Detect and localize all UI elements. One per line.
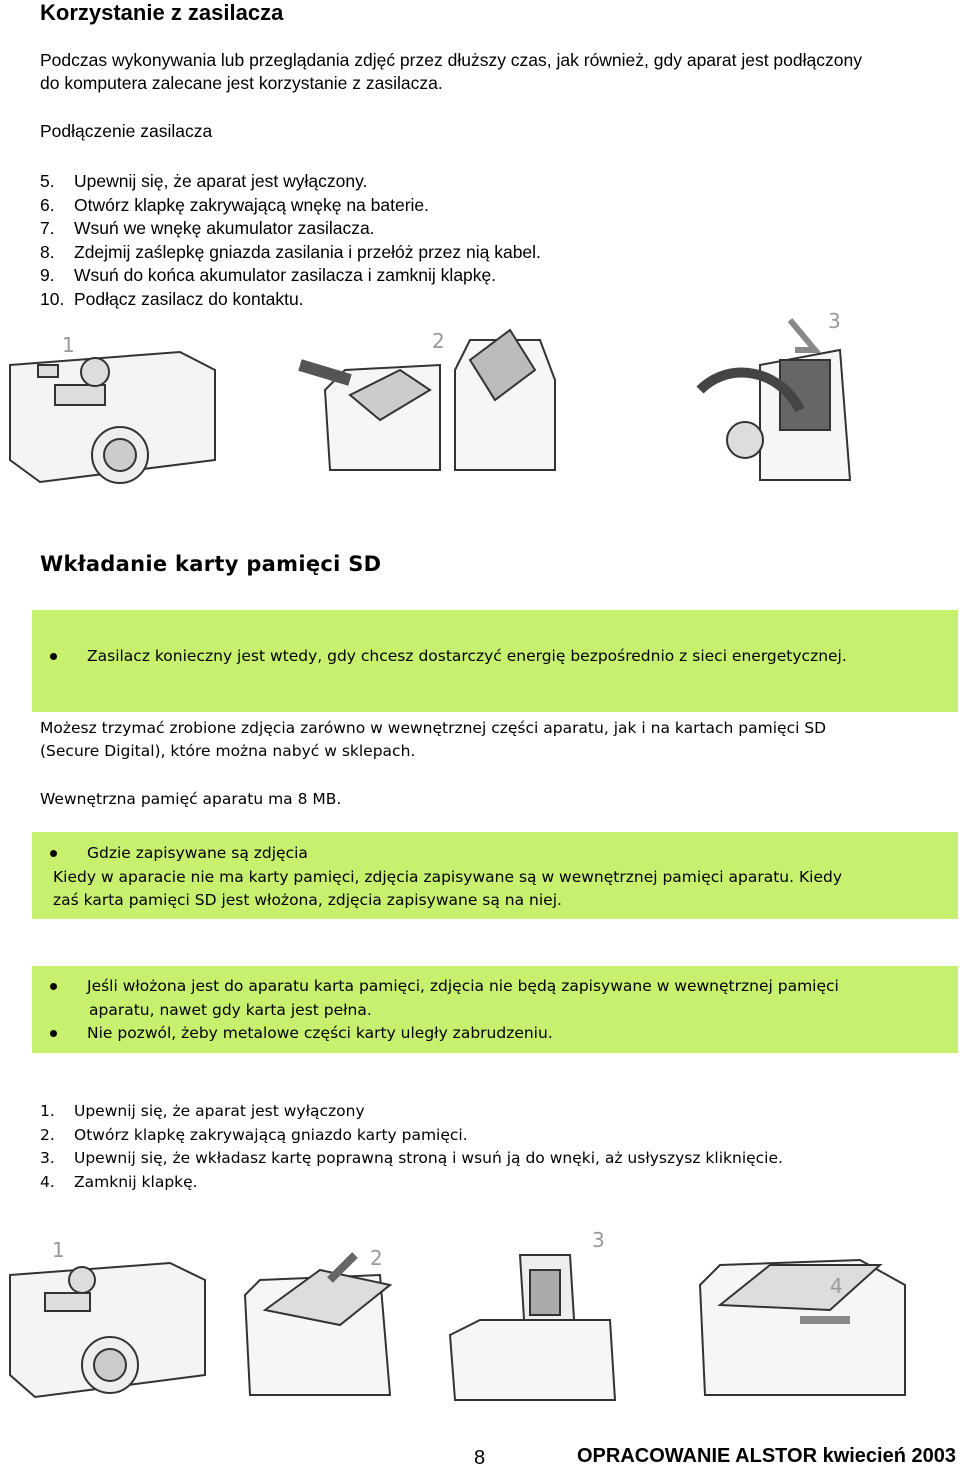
adapter-illustration bbox=[0, 310, 960, 490]
figure-label-3: 3 bbox=[828, 310, 841, 333]
note-box-adapter bbox=[32, 610, 958, 712]
bullet-icon bbox=[50, 1030, 57, 1037]
list-item: 10. Podłącz zasilacz do kontaktu. bbox=[40, 288, 304, 309]
list-item: Nie pozwól, żeby metalowe części karty uległy zabrudzeniu. bbox=[50, 1022, 553, 1045]
note-box-warnings bbox=[32, 966, 958, 1053]
bullet-icon bbox=[50, 850, 57, 857]
camera-front-illustration bbox=[10, 352, 215, 483]
list-item: Jeśli włożona jest do aparatu karta pamięci, zdjęcia nie będą zapisywane w wewnętrznej pamięci bbox=[50, 975, 839, 998]
sd-steps-list bbox=[40, 1100, 783, 1194]
sd-para-line-1: Możesz trzymać zrobione zdjęcia zarówno w wewnętrznej części aparatu, jak i na kartach pamięci SD bbox=[40, 719, 827, 737]
camera-front-illustration bbox=[10, 1263, 205, 1397]
figure-label-3: 3 bbox=[592, 1228, 605, 1252]
bullet-icon bbox=[50, 983, 57, 990]
list-item: 9. Wsuń do końca akumulator zasilacza i zamknij klapkę. bbox=[40, 265, 497, 285]
figure-label-1: 1 bbox=[52, 1238, 65, 1262]
list-item: 6. Otwórz klapkę zakrywającą wnękę na baterie. bbox=[40, 194, 430, 215]
list-item: 4. Zamknij klapkę. bbox=[40, 1172, 198, 1191]
list-item: 3. Upewnij się, że wkładasz kartę poprawną stroną i wsuń ją do wnęki, aż usłyszysz kliknięcie. bbox=[40, 1149, 783, 1167]
sd-card-insert-illustration bbox=[450, 1255, 615, 1400]
intro-line-1: Podczas wykonywania lub przeglądania zdjęć przez dłuższy czas, jak również, gdy aparat jest podłączony bbox=[40, 50, 862, 70]
internal-memory-text: Wewnętrzna pamięć aparatu ma 8 MB. bbox=[40, 790, 342, 808]
list-item: 1. Upewnij się, że aparat jest wyłączony bbox=[40, 1102, 365, 1120]
section-title-sd-card: Wkładanie karty pamięci SD bbox=[40, 552, 382, 576]
adapter-steps-list bbox=[40, 170, 541, 311]
section-title-power-adapter: Korzystanie z zasilacza bbox=[40, 0, 284, 25]
footer-text: OPRACOWANIE ALSTOR kwiecień 2003 bbox=[577, 1445, 956, 1467]
list-item: 8. Zdejmij zaślepkę gniazda zasilania i przełóż przez nią kabel. bbox=[40, 241, 541, 262]
camera-battery-door-illustration bbox=[300, 330, 555, 470]
note2-line-2: zaś karta pamięci SD jest włożona, zdjęcia zapisywane są na niej. bbox=[53, 891, 562, 909]
figure-label-2: 2 bbox=[370, 1246, 383, 1270]
note2-line-1: Kiedy w aparacie nie ma karty pamięci, zdjęcia zapisywane są w wewnętrznej pamięci aparatu. Kiedy bbox=[53, 868, 842, 886]
note-box-save-location bbox=[32, 832, 958, 919]
intro-line-2: do komputera zalecane jest korzystanie z zasilacza. bbox=[40, 73, 443, 93]
figure-label-1: 1 bbox=[62, 333, 75, 357]
sd-card-illustration bbox=[0, 1225, 960, 1415]
subsection-title-connect-adapter: Podłączenie zasilacza bbox=[40, 121, 213, 141]
bullet-icon bbox=[50, 653, 57, 660]
figure-label-4: 4 bbox=[830, 1274, 843, 1298]
list-item: Zasilacz konieczny jest wtedy, gdy chcesz dostarczyć energię bezpośrednio z sieci energetycznej. bbox=[50, 645, 847, 668]
camera-card-door-illustration bbox=[245, 1255, 390, 1395]
list-item: 7. Wsuń we wnękę akumulator zasilacza. bbox=[40, 218, 375, 238]
sd-para-line-2: (Secure Digital), które można nabyć w sklepach. bbox=[40, 742, 416, 760]
page-number: 8 bbox=[474, 1447, 486, 1469]
figure-label-2: 2 bbox=[432, 329, 445, 353]
list-item: 5. Upewnij się, że aparat jest wyłączony. bbox=[40, 171, 368, 191]
adapter-cable-illustration bbox=[700, 320, 850, 480]
list-item: 2. Otwórz klapkę zakrywającą gniazdo karty pamięci. bbox=[40, 1125, 468, 1144]
list-item: Gdzie zapisywane są zdjęcia bbox=[50, 842, 308, 865]
note3-bullet1-line-2: aparatu, nawet gdy karta jest pełna. bbox=[89, 1001, 372, 1019]
camera-close-door-illustration bbox=[700, 1260, 905, 1395]
